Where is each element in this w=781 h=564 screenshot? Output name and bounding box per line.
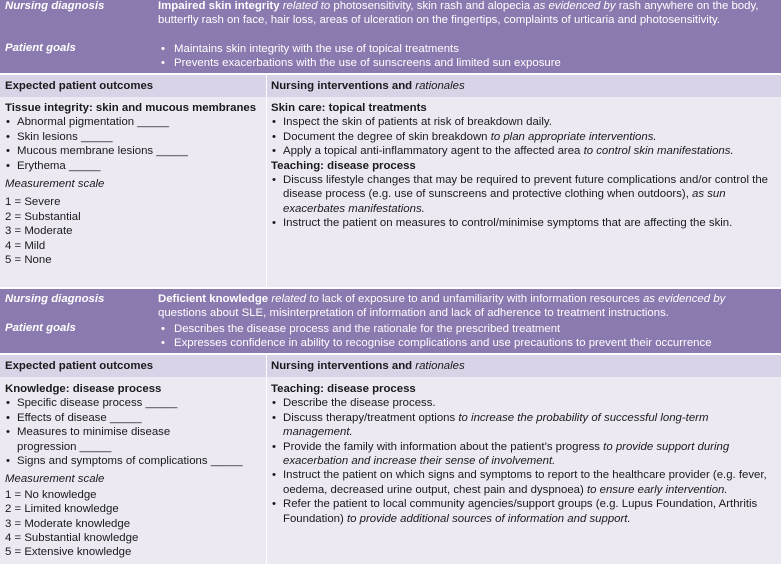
- intervention-item: [271, 497, 777, 526]
- scale-item: 1 = Severe: [5, 196, 61, 209]
- intervention-item: [271, 216, 777, 230]
- scale-item: 4 = Substantial knowledge: [5, 532, 139, 545]
- goals-list-2: [158, 322, 776, 350]
- column-divider: [266, 97, 267, 287]
- diagnosis-text-2: [158, 293, 776, 320]
- intervention-rationale: to control skin manifestations.: [583, 145, 734, 158]
- intervention-text: Instruct the patient on measures to control/minimise symptoms that are affecting the skin.: [283, 217, 733, 230]
- column-header-2: [0, 355, 781, 377]
- outcomes-column-1: [5, 101, 260, 267]
- goals-list-1: [158, 42, 776, 70]
- scale-item: 2 = Substantial: [5, 210, 81, 223]
- intervention-item: [271, 396, 777, 410]
- diagnosis-cause-2: lack of exposure to and unfamiliarity with information resources: [318, 293, 643, 305]
- interventions-header-text-1: Nursing interventions and: [271, 80, 416, 92]
- goal-item: • Prevents exacerbations with the use of sunscreens and limited sun exposure: [158, 56, 776, 70]
- scale-list-2: [5, 488, 260, 560]
- scale-item: 3 = Moderate knowledge: [5, 517, 131, 530]
- intervention-text: Instruct the patient on which signs and symptoms to report to the healthcare provider (e.g. fever, oedema, decreased urine output, chest pain and dyspnoea): [283, 469, 767, 496]
- scale-label-1: Measurement scale: [5, 178, 105, 191]
- column-header-1: [0, 75, 781, 97]
- intervention-text: Apply a topical anti-inflammatory agent to the affected area: [283, 145, 584, 158]
- outcomes-header-1: Expected patient outcomes: [5, 80, 154, 92]
- goals-label-2: Patient goals: [5, 322, 76, 334]
- interventions-header-italic-1: rationales: [415, 80, 465, 92]
- outcome-item: • Erythema _____: [5, 159, 260, 173]
- column-divider: [266, 377, 267, 564]
- section-body-1: [0, 97, 781, 287]
- interventions-header-text-2: Nursing interventions and: [271, 360, 416, 372]
- outcome-item: • Specific disease process _____: [5, 396, 260, 410]
- scale-item: 5 = Extensive knowledge: [5, 546, 132, 559]
- intervention-item: [271, 411, 777, 440]
- outcome-title-2: Knowledge: disease process: [5, 383, 162, 395]
- goals-label-1: Patient goals: [5, 42, 76, 54]
- goal-item: • Expresses confidence in ability to recognise complications and use precautions to prevent their occurrence: [158, 336, 776, 350]
- diagnosis-title-1: Impaired skin integrity: [158, 0, 280, 12]
- intervention-item: [271, 144, 777, 158]
- intervention-text: Discuss lifestyle changes that may be required to prevent future complications and/or control the disease process (e.g. use of sunscreens and protective clothing when outdoors),: [283, 174, 768, 201]
- diagnosis-label-2: Nursing diagnosis: [5, 293, 105, 305]
- interventions-header-italic-2: rationales: [415, 360, 465, 372]
- goal-item: • Describes the disease process and the rationale for the prescribed treatment: [158, 322, 776, 336]
- outcome-item: • Skin lesions _____: [5, 130, 260, 144]
- intervention-item: [271, 115, 777, 129]
- diagnosis-evidenced-1: as evidenced by: [533, 0, 616, 12]
- column-divider: [266, 75, 267, 97]
- outcome-item: • Signs and symptoms of complications _____: [5, 454, 260, 468]
- interventions-column-2: [271, 382, 777, 526]
- interventions-column-1: [271, 101, 777, 231]
- intervention-rationale: to provide support during exacerbation and increase their sense of involvement.: [283, 440, 730, 468]
- scale-list-1: [5, 195, 260, 267]
- diagnosis-cause-1: photosensitivity, skin rash and alopecia: [330, 0, 534, 12]
- scale-item: 4 = Mild: [5, 239, 46, 252]
- diagnosis-related-2: related to: [271, 293, 319, 305]
- intervention-rationale: to ensure early intervention.: [586, 483, 728, 496]
- intervention-rationale: to increase the probability of successful long-term management.: [283, 411, 709, 439]
- intervention-item: [271, 468, 777, 497]
- intervention-text: Describe the disease process.: [283, 397, 436, 410]
- scale-item: 1 = No knowledge: [5, 488, 97, 501]
- intervention-text: Provide the family with information about the patient’s progress: [283, 440, 604, 453]
- column-divider: [266, 355, 267, 377]
- diagnosis-band-2: [0, 289, 781, 353]
- diagnosis-related-1: related to: [282, 0, 331, 12]
- interventions-header-1: [271, 75, 465, 97]
- outcome-item: • Mucous membrane lesions _____: [5, 144, 260, 158]
- intervention-item: [271, 173, 777, 216]
- intervention-item: [271, 130, 777, 144]
- section-body-2: [0, 377, 781, 564]
- intervention-rationale: to provide additional sources of information and support.: [346, 512, 631, 525]
- outcome-title-1: Tissue integrity: skin and mucous membranes: [5, 102, 257, 114]
- scale-item: 5 = None: [5, 254, 52, 267]
- diagnosis-evidence-2: questions about SLE, misinterpretation of information and lack of adherence to treatment instructions.: [158, 306, 669, 319]
- diagnosis-evidenced-2: as evidenced by: [642, 293, 726, 305]
- intervention-text: Refer the patient to local community agencies/support groups (e.g. Lupus Foundation, Arthritis Foundation): [283, 498, 758, 525]
- outcome-item: • Measures to minimise disease progression _____: [5, 425, 197, 454]
- intervention-text: Inspect the skin of patients at risk of breakdown daily.: [283, 116, 552, 129]
- diagnosis-label-1: Nursing diagnosis: [5, 0, 105, 12]
- outcomes-header-2: Expected patient outcomes: [5, 360, 154, 372]
- intervention-text: Discuss therapy/treatment options: [283, 411, 459, 424]
- diagnosis-title-2: Deficient knowledge: [158, 293, 269, 305]
- interventions-header-2: [271, 355, 465, 377]
- intervention-text: Document the degree of skin breakdown: [283, 130, 491, 143]
- teaching-title-2: Teaching: disease process: [271, 383, 416, 395]
- scale-item: 3 = Moderate: [5, 225, 73, 238]
- care-title-1: Skin care: topical treatments: [271, 102, 427, 114]
- teaching-title-1: Teaching: disease process: [271, 159, 416, 172]
- scale-label-2: Measurement scale: [5, 473, 105, 486]
- outcomes-column-2: [5, 382, 260, 560]
- scale-item: 2 = Limited knowledge: [5, 503, 119, 516]
- diagnosis-text-1: [158, 0, 776, 27]
- goal-item: • Maintains skin integrity with the use of topical treatments: [158, 42, 776, 56]
- intervention-item: [271, 440, 777, 469]
- diagnosis-band-1: [0, 0, 781, 73]
- outcome-item: • Abnormal pigmentation _____: [5, 115, 260, 129]
- diagnosis-evidence-1: rash anywhere on the body, butterfly rash on face, hair loss, areas of ulceration on the fingertips, complaints of urticaria and photosensitivity.: [158, 0, 759, 26]
- outcome-item: • Effects of disease _____: [5, 411, 260, 425]
- intervention-rationale: to plan appropriate interventions.: [490, 130, 657, 143]
- intervention-rationale: as sun exacerbates manifestations.: [283, 188, 726, 215]
